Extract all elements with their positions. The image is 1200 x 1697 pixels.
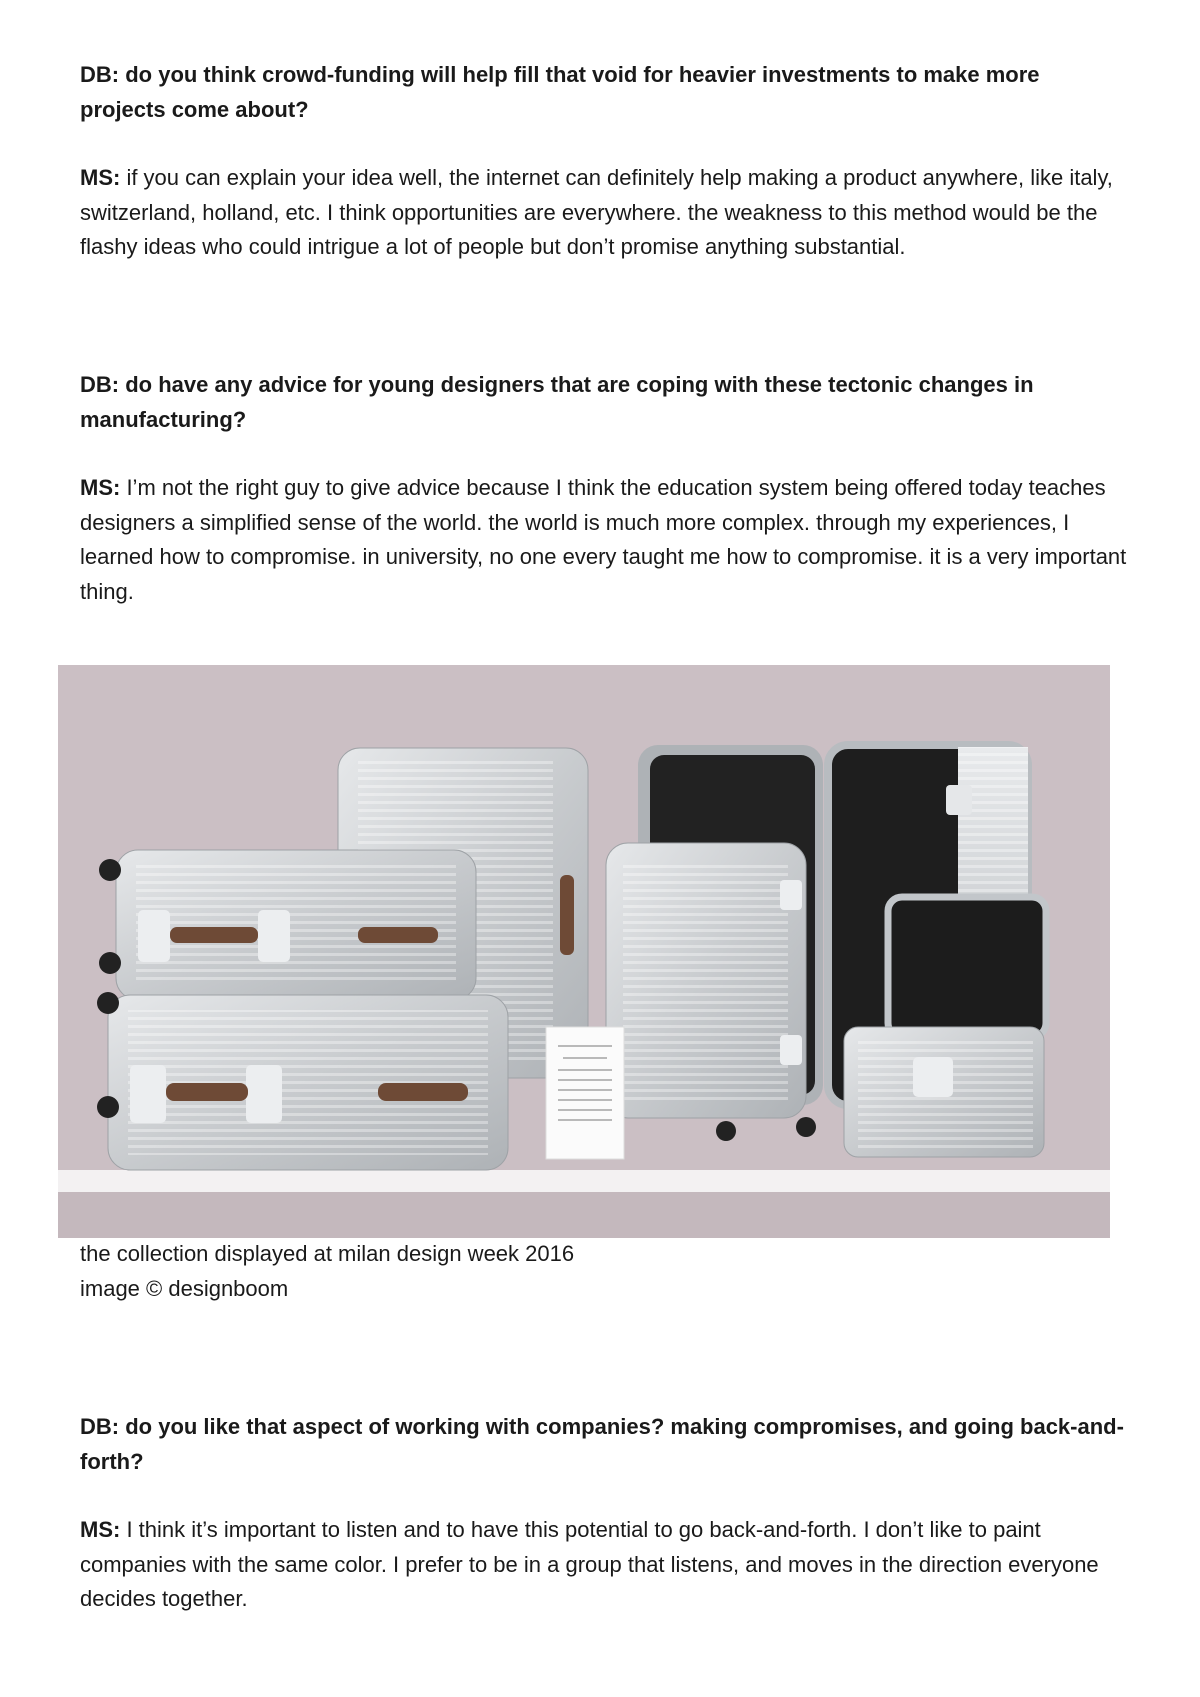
question-1: DB: do you think crowd-funding will help fill that void for heavier investments to make more projects come about? (80, 62, 1040, 122)
luggage-collection-photo (58, 665, 1110, 1238)
figure-caption-line-2: image © designboom (80, 1276, 289, 1301)
answer-2-text: I’m not the right guy to give advice because I think the education system being offered today teaches designers a simplified sense of the world. the world is much more complex. through my experiences, I learned how to compromise. in university, no one every taught me how to compromise. it is a very important thing. (80, 475, 1127, 604)
answer-3 (80, 1513, 1130, 1617)
answer-2-label: MS: (80, 475, 121, 500)
question-3: DB: do you like that aspect of working with companies? making compromises, and going back-and-forth? (80, 1414, 1124, 1474)
answer-2 (80, 471, 1130, 609)
answer-3-text: I think it’s important to listen and to have this potential to go back-and-forth. I don’t like to paint companies with the same color. I prefer to be in a group that listens, and moves in the direction everyone decides together. (80, 1517, 1099, 1611)
answer-1-label: MS: (80, 165, 121, 190)
answer-1 (80, 161, 1130, 265)
question-2: DB: do have any advice for young designers that are coping with these tectonic changes in manufacturing? (80, 372, 1034, 432)
figure-caption-line-1: the collection displayed at milan design week 2016 (80, 1241, 575, 1266)
answer-3-label: MS: (80, 1517, 121, 1542)
answer-1-text: if you can explain your idea well, the internet can definitely help making a product anywhere, like italy, switzerland, holland, etc. I think opportunities are everywhere. the weakness to this method would be the flashy ideas who could intrigue a lot of people but don’t promise anything substantial. (80, 165, 1113, 259)
